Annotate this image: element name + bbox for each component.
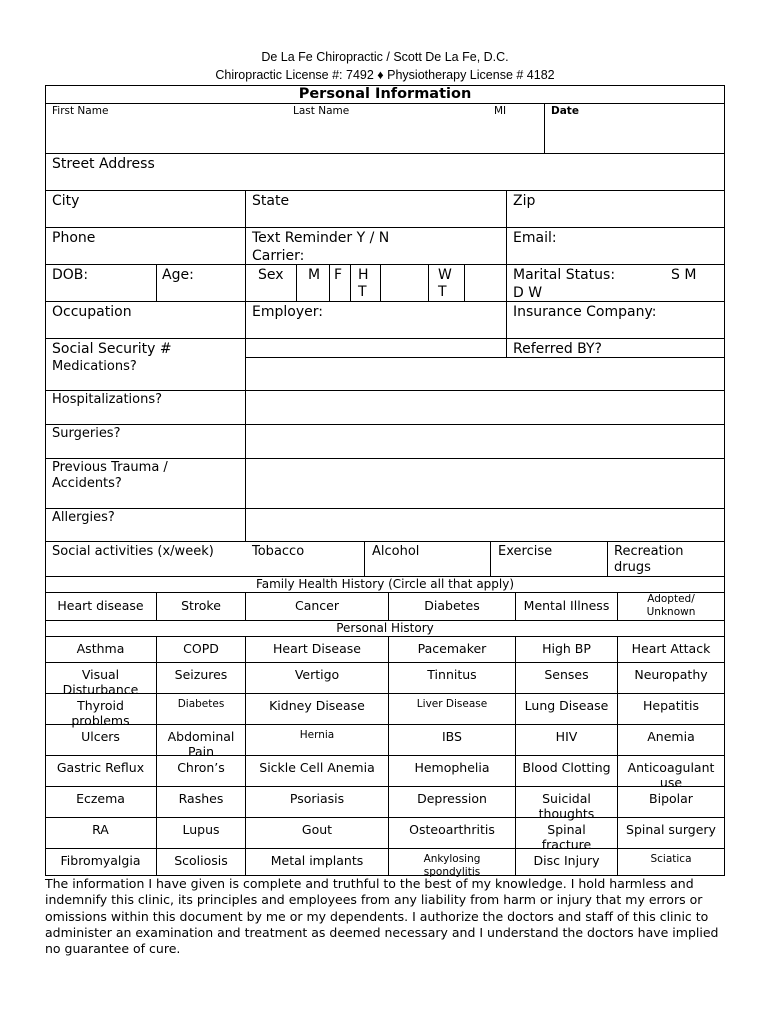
personal-history-item[interactable]: Lupus — [182, 822, 220, 837]
text-reminder-label: Text Reminder Y / N — [252, 230, 390, 246]
state-label: State — [252, 193, 290, 209]
tobacco-label: Tobacco — [252, 544, 305, 559]
personal-history-item[interactable]: Suicidal — [542, 791, 591, 806]
family-adopted-2[interactable]: Unknown — [646, 606, 696, 618]
personal-history-item[interactable]: Scoliosis — [174, 853, 228, 868]
personal-history-item[interactable]: Neuropathy — [634, 667, 708, 682]
personal-history-item[interactable]: Visual — [81, 667, 120, 682]
mi-label: MI — [494, 105, 507, 117]
sex-label: Sex — [258, 267, 284, 283]
personal-history-item[interactable]: Sickle Cell Anemia — [259, 760, 375, 775]
personal-history-item[interactable]: Gastric Reflux — [56, 760, 145, 775]
personal-history-item[interactable]: IBS — [442, 729, 462, 744]
personal-history-item[interactable]: Seizures — [174, 667, 228, 682]
trauma-label-2: Accidents? — [52, 476, 122, 491]
personal-history-item[interactable]: HIV — [555, 729, 578, 744]
personal-history-item[interactable]: Depression — [417, 791, 487, 806]
zip-label: Zip — [513, 193, 536, 209]
hospitalizations-label: Hospitalizations? — [52, 392, 163, 407]
personal-history-item[interactable]: Metal implants — [270, 853, 364, 868]
personal-history-item[interactable]: Tinnitus — [427, 667, 477, 682]
family-cancer[interactable]: Cancer — [294, 598, 339, 613]
recreation-label-1: Recreation — [614, 544, 684, 559]
marital-options-dw[interactable]: D W — [513, 285, 543, 301]
personal-history-item[interactable]: Thyroid — [77, 698, 124, 713]
personal-history-item[interactable]: problems — [71, 713, 130, 728]
personal-history-item[interactable]: Vertigo — [294, 667, 340, 682]
recreation-label-2: drugs — [614, 560, 651, 575]
personal-history-item[interactable]: Rashes — [178, 791, 224, 806]
surgeries-label: Surgeries? — [52, 426, 121, 441]
personal-history-item[interactable]: Diabetes — [177, 698, 225, 710]
city-label: City — [52, 193, 80, 209]
ssn-label: Social Security # — [52, 341, 172, 357]
personal-history-item[interactable]: Eczema — [76, 791, 125, 806]
weight-label-w: W — [438, 267, 452, 283]
street-address-field[interactable] — [46, 154, 724, 190]
date-label: Date — [551, 105, 579, 117]
family-heart-disease[interactable]: Heart disease — [57, 598, 144, 613]
alcohol-label: Alcohol — [372, 544, 420, 559]
personal-history-item[interactable]: Bipolar — [649, 791, 693, 806]
street-address-label: Street Address — [52, 156, 155, 172]
personal-history-item[interactable]: Sciatica — [650, 853, 692, 865]
social-activities-label: Social activities (x/week) — [52, 544, 214, 559]
personal-history-item[interactable]: Kidney Disease — [269, 698, 365, 713]
email-label: Email: — [513, 230, 557, 246]
family-adopted-1[interactable]: Adopted/ — [647, 593, 695, 605]
personal-history-item[interactable]: Ulcers — [81, 729, 120, 744]
age-label: Age: — [162, 267, 194, 283]
personal-history-item[interactable]: Heart Attack — [631, 641, 711, 656]
personal-history-item[interactable]: Hernia — [299, 729, 335, 741]
trauma-label-1: Previous Trauma / — [52, 460, 168, 475]
personal-history-item[interactable]: Ankylosing — [423, 853, 481, 865]
family-stroke[interactable]: Stroke — [181, 598, 221, 613]
personal-history-item[interactable]: Disturbance — [62, 682, 139, 697]
personal-history-title: Personal History — [336, 621, 434, 635]
personal-history-item[interactable]: Gout — [301, 822, 333, 837]
clinic-name: De La Fe Chiropractic / Scott De La Fe, D.C. — [261, 50, 509, 64]
marital-status-label: Marital Status: — [513, 267, 616, 283]
personal-history-item[interactable]: Psoriasis — [289, 791, 345, 806]
personal-history-item[interactable]: Anticoagulant — [627, 760, 715, 775]
personal-history-item[interactable]: Blood Clotting — [522, 760, 611, 775]
height-label-t: T — [358, 284, 367, 300]
personal-history-item[interactable]: Fibromyalgia — [60, 853, 141, 868]
personal-history-item[interactable]: fracture — [541, 837, 592, 852]
personal-history-item[interactable]: RA — [92, 822, 109, 837]
personal-history-item[interactable]: use — [659, 775, 683, 790]
referred-by-label: Referred BY? — [513, 341, 602, 357]
family-history-title: Family Health History (Circle all that apply) — [255, 577, 515, 591]
personal-history-item[interactable]: spondylitis — [423, 866, 481, 878]
personal-history-item[interactable]: COPD — [183, 641, 219, 656]
personal-history-item[interactable]: Chron’s — [177, 760, 225, 775]
family-diabetes[interactable]: Diabetes — [424, 598, 480, 613]
sex-m-option[interactable]: M — [308, 267, 321, 283]
disclaimer-text: The information I have given is complete and truthful to the best of my knowledge. I hold harmless and indemnify this clinic, its principles and employees from any liability from harm or injury that my errors or omissions within this document by me or my dependents. I authorize the doctors and staff of this clinic to administer an examination and treatment as deemed necessary and I understand the doctors have implied no guarantee of cure. — [45, 876, 719, 957]
family-mental-illness[interactable]: Mental Illness — [523, 598, 610, 613]
personal-history-item[interactable]: Spinal surgery — [626, 822, 716, 837]
name-field[interactable] — [46, 116, 544, 153]
personal-history-item[interactable]: Senses — [544, 667, 589, 682]
personal-history-item[interactable]: Hemophelia — [414, 760, 490, 775]
personal-history-item[interactable]: thoughts — [538, 806, 595, 821]
last-name-label: Last Name — [293, 105, 350, 117]
marital-options-sm[interactable]: S M — [671, 267, 697, 283]
first-name-label: First Name — [52, 105, 109, 117]
personal-history-item[interactable]: Pain — [187, 744, 215, 759]
personal-history-item[interactable]: Lung Disease — [524, 698, 609, 713]
personal-history-item[interactable]: Heart Disease — [273, 641, 361, 656]
personal-history-item[interactable]: Hepatitis — [643, 698, 699, 713]
phone-label: Phone — [52, 230, 96, 246]
personal-history-item[interactable]: Osteoarthritis — [409, 822, 495, 837]
license-line: Chiropractic License #: 7492 ♦ Physiotherapy License # 4182 — [215, 68, 555, 82]
personal-history-item[interactable]: Disc Injury — [533, 853, 600, 868]
allergies-label: Allergies? — [52, 510, 115, 525]
personal-history-item[interactable]: Pacemaker — [417, 641, 487, 656]
exercise-label: Exercise — [498, 544, 553, 559]
personal-history-item[interactable]: High BP — [542, 641, 591, 656]
sex-f-option[interactable]: F — [334, 267, 343, 283]
date-field[interactable] — [545, 116, 724, 153]
personal-history-item[interactable]: Liver Disease — [416, 698, 488, 710]
section-title: Personal Information — [298, 86, 472, 102]
personal-history-item[interactable]: Spinal — [547, 822, 586, 837]
dob-label: DOB: — [52, 267, 89, 283]
personal-history-item[interactable]: Asthma — [76, 641, 125, 656]
carrier-label: Carrier: — [252, 248, 305, 264]
insurance-label: Insurance Company: — [513, 304, 657, 320]
weight-label-t: T — [438, 284, 447, 300]
occupation-label: Occupation — [52, 304, 132, 320]
employer-label: Employer: — [252, 304, 323, 320]
height-label-h: H — [358, 267, 369, 283]
medications-label: Medications? — [52, 359, 137, 374]
personal-history-item[interactable]: Abdominal — [167, 729, 235, 744]
personal-history-item[interactable]: Anemia — [647, 729, 695, 744]
